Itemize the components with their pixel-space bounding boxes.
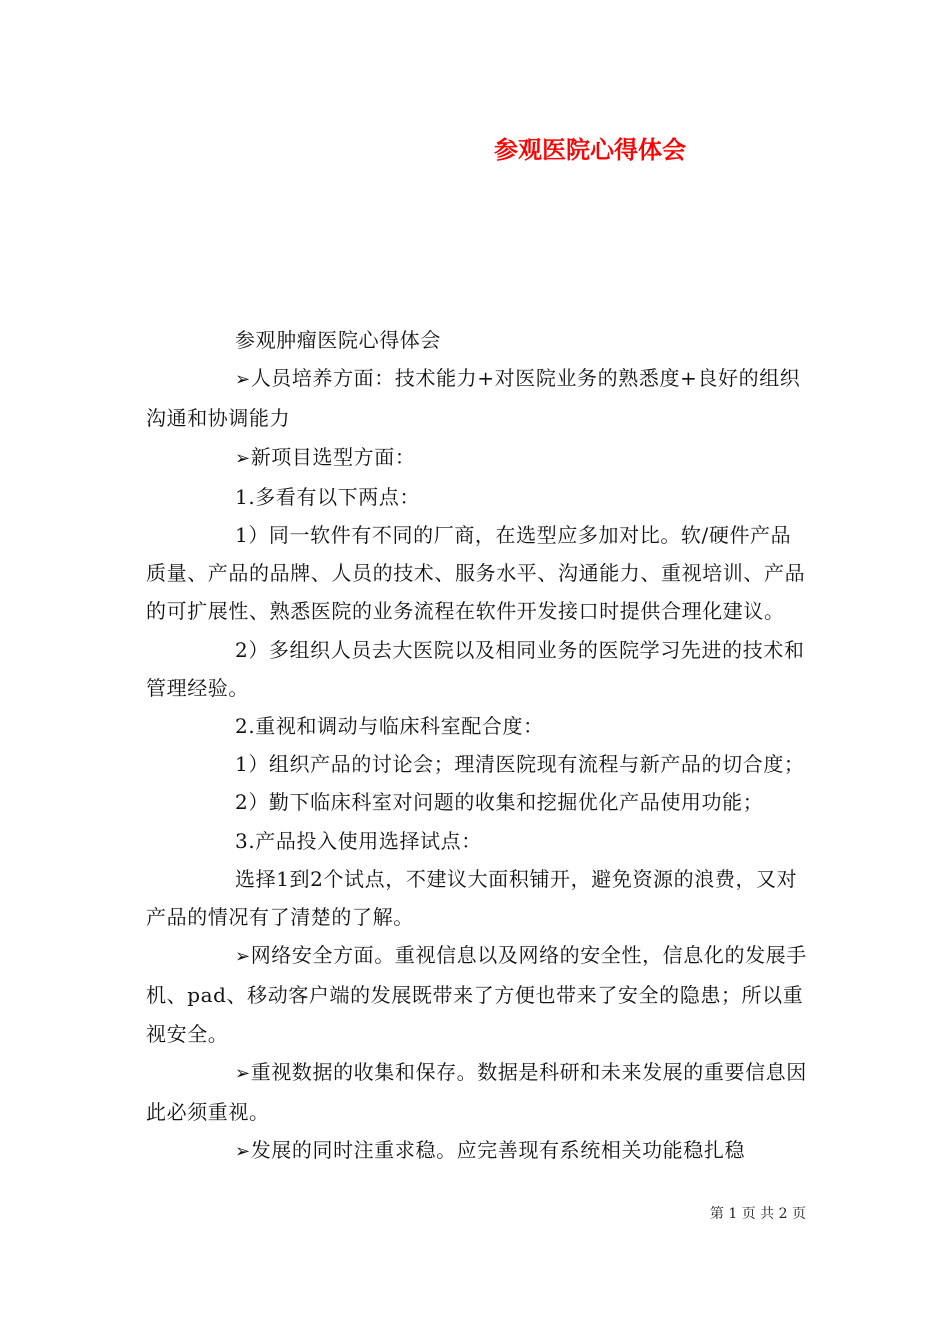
paragraph-text: 1）组织产品的讨论会；理清医院现有流程与新产品的切合度； bbox=[235, 752, 805, 777]
paragraph-text: 发展的同时注重求稳。应完善现有系统相关功能稳扎稳 bbox=[250, 1138, 746, 1163]
paragraph-text: 新项目选型方面： bbox=[250, 444, 416, 469]
paragraph-text: 3.产品投入使用选择试点： bbox=[235, 828, 482, 853]
paragraph-text: 2.重视和调动与临床科室配合度： bbox=[235, 714, 544, 739]
arrow-bullet-icon: ➢ bbox=[235, 369, 251, 391]
body-paragraph bbox=[146, 631, 808, 707]
paragraph-text: 2）多组织人员去大医院以及相同业务的医院学习先进的技术和管理经验。 bbox=[146, 637, 805, 700]
arrow-bullet-icon: ➢ bbox=[235, 1062, 251, 1084]
paragraph-text: 重视数据的收集和保存。数据是科研和未来发展的重要信息因此必须重视。 bbox=[146, 1059, 807, 1125]
body-paragraph bbox=[146, 1131, 808, 1171]
body-paragraph bbox=[146, 783, 808, 821]
document-title: 参观医院心得体会 bbox=[494, 136, 686, 164]
arrow-bullet-icon: ➢ bbox=[235, 946, 251, 968]
page-footer: 第 1 页 共 2 页 bbox=[709, 1206, 806, 1222]
body-paragraph bbox=[146, 822, 808, 860]
body-paragraph bbox=[146, 707, 808, 745]
body-paragraph bbox=[146, 359, 808, 437]
body-paragraph bbox=[146, 1053, 808, 1131]
arrow-bullet-icon: ➢ bbox=[235, 447, 251, 469]
body-paragraph bbox=[146, 478, 808, 516]
document-body bbox=[146, 321, 808, 1171]
body-paragraph bbox=[146, 438, 808, 478]
paragraph-text: 1）同一软件有不同的厂商，在选型应多加对比。软/硬件产品质量、产品的品牌、人员的技术、服务水平、沟通能力、重视培训、产品的可扩展性、熟悉医院的业务流程在软件开发接口时提供合理化建议。 bbox=[146, 523, 806, 624]
paragraph-text: 1.多看有以下两点： bbox=[235, 484, 421, 509]
arrow-bullet-icon: ➢ bbox=[235, 1141, 251, 1163]
body-paragraph bbox=[146, 321, 808, 359]
paragraph-text: 参观肿瘤医院心得体会 bbox=[235, 328, 441, 352]
paragraph-text: 人员培养方面：技术能力+对医院业务的熟悉度+良好的组织沟通和协调能力 bbox=[146, 366, 801, 431]
paragraph-text: 选择1到2个试点，不建议大面积铺开，避免资源的浪费，又对产品的情况有了清楚的了解。 bbox=[146, 866, 798, 930]
body-paragraph bbox=[146, 936, 808, 1053]
body-paragraph bbox=[146, 745, 808, 783]
paragraph-text: 网络安全方面。重视信息以及网络的安全性，信息化的发展手机、pad、移动客户端的发展既带来了方便也带来了安全的隐患；所以重视安全。 bbox=[146, 943, 807, 1046]
paragraph-text: 2）勤下临床科室对问题的收集和挖掘优化产品使用功能； bbox=[235, 790, 764, 815]
body-paragraph bbox=[146, 860, 808, 936]
body-paragraph bbox=[146, 516, 808, 631]
